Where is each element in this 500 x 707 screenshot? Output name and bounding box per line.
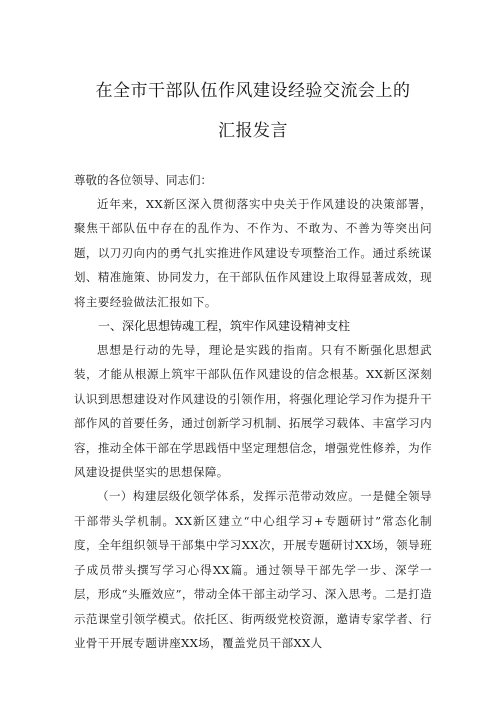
intro-paragraph: 近年来，XX新区深入贯彻落实中央关于作风建设的决策部署，聚焦干部队伍中存在的乱作为、不作为、不敢为、不善为等突出问题，以刀刃向内的勇气扎实推进作风建设专项整治工作。通过系统谋划、精准施策、协同发力，在干部队伍作风建设上取得显著成效，现将主要经验做法汇报如下。	[74, 197, 432, 309]
salutation: 尊敬的各位领导、同志们：	[74, 173, 212, 187]
subsection-1-paragraph: （一）构建层级化领学体系，发挥示范带动效应。一是健全领导干部带头学机制。XX新区建立“中心组学习+专题研讨”常态化制度，全年组织领导干部集中学习XX次，开展专题研讨XX场，领导班子成员带头撰写学习心得XX篇。通过领导干部先学一步、深学一层，形成“头雁效应”，带动全体干部主动学习、深入思考。二是打造示范课堂引领学模式。依托区、街两级党校资源，邀请专家学者、行业骨干开展专题讲座XX场，覆盖党员干部XX人	[74, 489, 432, 650]
document-title-line2: 汇报发言	[218, 121, 288, 141]
section-1-paragraph: 思想是行动的先导，理论是实践的指南。只有不断强化思想武装，才能从根源上筑牢干部队伍作风建设的信念根基。XX新区深刻认识到思想建设对作风建设的引领作用，将强化理论学习作为提升干部作风的首要任务，通过创新学习机制、拓展学习载体、丰富学习内容，推动全体干部在学思践悟中坚定理想信念，增强党性修养，为作风建设提供坚实的思想保障。	[74, 343, 432, 480]
document-title-line1: 在全市干部队伍作风建设经验交流会上的	[95, 81, 411, 101]
section-heading-1: 一、深化思想铸魂工程，筑牢作风建设精神支柱	[98, 319, 351, 334]
